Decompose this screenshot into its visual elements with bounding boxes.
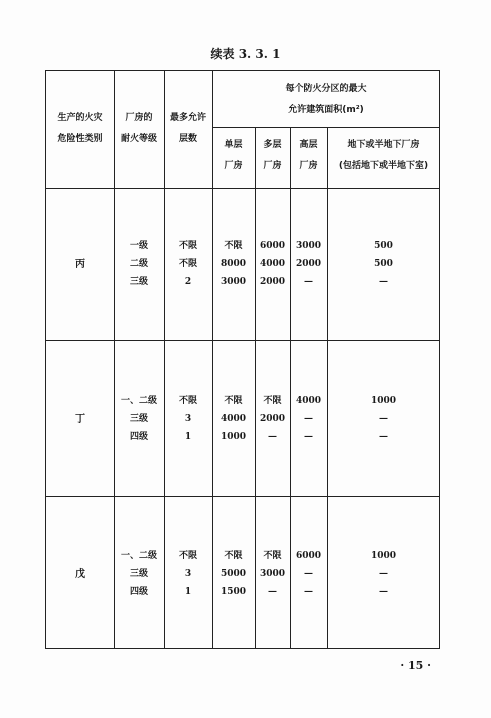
header-category: 生产的火灾 危险性类别 — [57, 113, 103, 144]
header-high-rise: 高层 厂房 — [299, 140, 318, 171]
row-fire-ratings: 一、二级 三级 四级 — [120, 396, 157, 442]
row-divider — [46, 496, 440, 497]
row-multi-area: 不限 2000 — — [259, 396, 286, 442]
row-max-floors: 不限 3 1 — [178, 551, 197, 597]
header-area-group: 每个防火分区的最大 允许建筑面积(m²) — [285, 84, 367, 115]
row-basement-area: 500 500 — — [374, 241, 393, 287]
row-fire-ratings: 一、二级 三级 四级 — [120, 551, 157, 597]
row-divider — [46, 188, 440, 189]
row-category: 丙 — [75, 259, 85, 270]
row-divider — [46, 340, 440, 341]
row-fire-ratings: 一级 二级 三级 — [129, 241, 148, 287]
row-high-area: 6000 — — — [295, 551, 322, 597]
header-max-floors: 最多允许 层数 — [169, 113, 206, 144]
fire-compartment-table — [45, 70, 440, 649]
row-category: 戊 — [75, 569, 85, 580]
row-multi-area: 6000 4000 2000 — [259, 241, 286, 287]
header-basement: 地下或半地下厂房 (包括地下或半地下室) — [338, 140, 429, 171]
header-fire-rating: 厂房的 耐火等级 — [120, 113, 157, 144]
row-single-area: 不限 5000 1500 — [220, 551, 247, 597]
page-number: · 15 · — [400, 659, 431, 672]
header-single-storey: 单层 厂房 — [224, 140, 243, 171]
row-basement-area: 1000 — — — [370, 396, 397, 442]
row-divider — [212, 127, 440, 128]
row-multi-area: 不限 3000 — — [259, 551, 286, 597]
header-multi-storey: 多层 厂房 — [263, 140, 282, 171]
row-category: 丁 — [75, 414, 85, 425]
row-basement-area: 1000 — — — [370, 551, 397, 597]
row-high-area: 4000 — — — [295, 396, 322, 442]
row-single-area: 不限 4000 1000 — [220, 396, 247, 442]
row-max-floors: 不限 不限 2 — [178, 241, 197, 287]
row-single-area: 不限 8000 3000 — [220, 241, 247, 287]
table-caption: 续表 3. 3. 1 — [210, 47, 281, 61]
row-high-area: 3000 2000 — — [295, 241, 322, 287]
row-max-floors: 不限 3 1 — [178, 396, 197, 442]
